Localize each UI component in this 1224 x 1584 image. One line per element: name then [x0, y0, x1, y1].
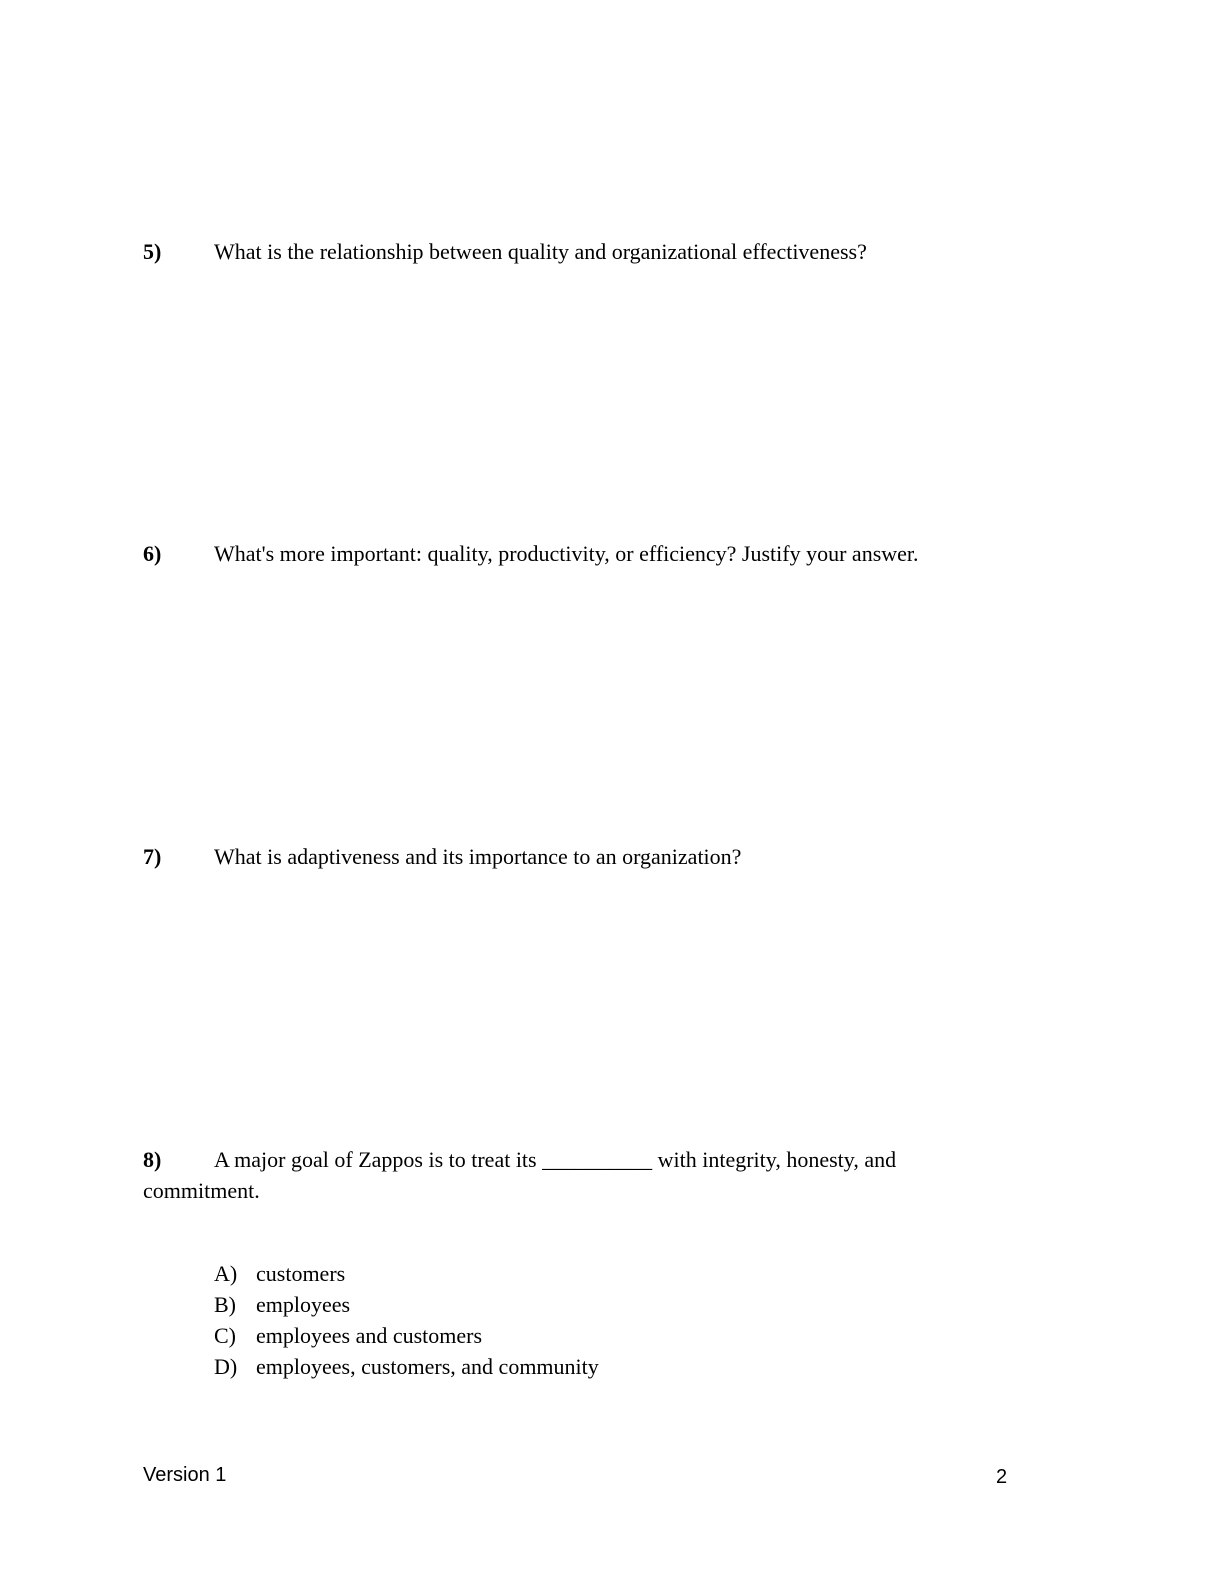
option-text: employees	[256, 1292, 351, 1317]
option-b	[214, 1289, 599, 1320]
question-5	[143, 236, 1003, 267]
option-text: customers	[256, 1261, 346, 1286]
question-number: 5)	[143, 239, 162, 264]
answer-options	[214, 1258, 599, 1382]
option-letter: A)	[214, 1261, 238, 1286]
question-6	[143, 538, 1003, 569]
question-text: What's more important: quality, productivity, or efficiency? Justify your answer.	[214, 541, 919, 566]
option-text: employees, customers, and community	[256, 1354, 599, 1379]
question-text: What is adaptiveness and its importance to an organization?	[214, 844, 742, 869]
option-letter: D)	[214, 1354, 238, 1379]
option-letter: B)	[214, 1292, 236, 1317]
question-text: A major goal of Zappos is to treat its __________ with integrity, honesty, and commitment.	[143, 1147, 897, 1203]
option-d	[214, 1351, 599, 1382]
footer-version: Version 1	[143, 1464, 227, 1486]
question-number: 6)	[143, 541, 162, 566]
option-c	[214, 1320, 599, 1351]
option-text: employees and customers	[256, 1323, 483, 1348]
question-number: 8)	[143, 1147, 162, 1172]
question-7	[143, 841, 1003, 872]
question-text: What is the relationship between quality and organizational effectiveness?	[214, 239, 867, 264]
option-letter: C)	[214, 1323, 236, 1348]
question-8	[143, 1144, 1003, 1206]
footer-page-number: 2	[996, 1466, 1008, 1488]
question-number: 7)	[143, 844, 162, 869]
option-a	[214, 1258, 599, 1289]
